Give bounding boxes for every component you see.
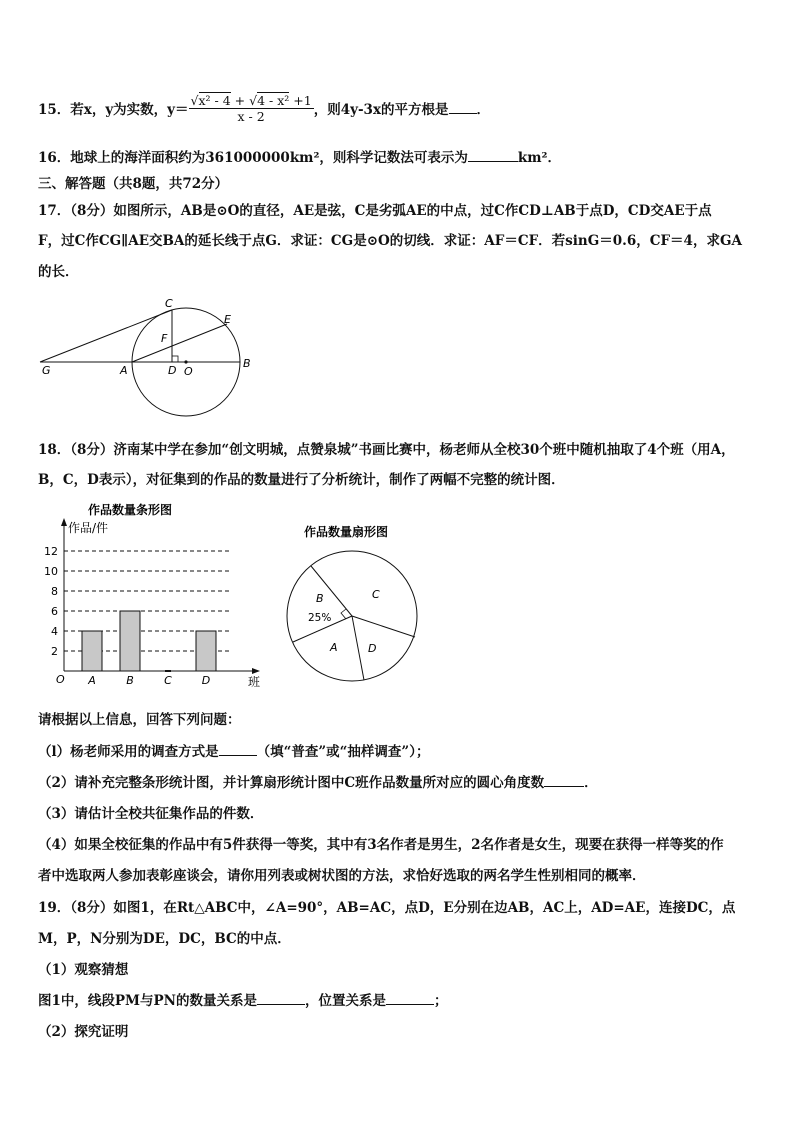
label-g: G bbox=[42, 364, 51, 377]
q18-line2: B，C，D表示），对征集到的作品的数量进行了分析统计，制作了两幅不完整的统计图． bbox=[38, 472, 565, 488]
x-category-label: C bbox=[164, 674, 172, 687]
q19-quantity-blank[interactable] bbox=[257, 992, 305, 1005]
q18-sub1 bbox=[38, 740, 429, 760]
q18-sub1-text: （l）杨老师采用的调查方式是 bbox=[38, 744, 219, 760]
bar-chart-ylabel: 作品/件 bbox=[68, 521, 109, 535]
bar-b bbox=[120, 611, 140, 671]
q15-sqrt1: x² - 4 bbox=[198, 93, 231, 108]
q16-end: km²． bbox=[517, 150, 561, 166]
q19-fig-line bbox=[38, 989, 447, 1009]
right-angle-mark bbox=[172, 356, 178, 362]
label-e: E bbox=[224, 313, 231, 326]
q15-denominator: x - 2 bbox=[237, 109, 265, 124]
label-d: D bbox=[168, 364, 177, 377]
q15-sqrt2: 4 - x² bbox=[257, 93, 290, 108]
pie-label-d: D bbox=[368, 642, 377, 655]
bar-d bbox=[196, 631, 216, 671]
pie-chart-title: 作品数量扇形图 bbox=[304, 525, 389, 539]
q15-answer-blank[interactable] bbox=[449, 101, 477, 114]
q18-line1: 18．（8分）济南某中学在参加“创文明城，点赞泉城”书画比赛中，杨老师从全校30个班中随机抽取了4个班（用A， bbox=[38, 442, 735, 458]
q19-line1: 19．（8分）如图1，在Rt△ABC中，∠A=90°，AB=AC，点D，E分别在边AB，AC上，AD=AE，连接DC，点 bbox=[38, 900, 736, 916]
x-category-label: B bbox=[126, 674, 134, 687]
q18-sub2-text: （2）请补充完整条形统计图，并计算扇形统计图中C班作品数量所对应的圆心角度数 bbox=[38, 775, 545, 791]
q15-line bbox=[38, 95, 490, 126]
q15-suffix: ，则4y-3x的平方根是 bbox=[313, 102, 449, 118]
q15-fraction bbox=[189, 93, 314, 124]
q19-fig-mid: ，位置关系是 bbox=[304, 993, 386, 1009]
x-axis-arrow-icon bbox=[252, 668, 260, 674]
line-ae bbox=[132, 324, 227, 362]
y-tick-label: 12 bbox=[44, 545, 58, 558]
pie-chart bbox=[280, 520, 440, 690]
bar-chart-title: 作品数量条形图 bbox=[88, 503, 173, 517]
q15-prefix: 15．若x，y为实数，y＝ bbox=[38, 102, 189, 118]
q16-answer-blank[interactable] bbox=[468, 149, 518, 162]
label-a: A bbox=[120, 364, 128, 377]
q18-sub1-blank[interactable] bbox=[219, 743, 257, 756]
pie-label-b-percent: 25% bbox=[308, 612, 332, 624]
q19-sub1: （1）观察猜想 bbox=[38, 962, 129, 978]
q18-sub2-tail: ． bbox=[584, 775, 598, 791]
q15-plus: + bbox=[234, 93, 246, 108]
q18-sub4-line2: 者中选取两人参加表彰座谈会，请你用列表或树状图的方法，求恰好选取的两名学生性别相同的概率． bbox=[38, 868, 646, 884]
pie-label-b: B bbox=[316, 592, 324, 605]
pie-label-c: C bbox=[372, 588, 380, 601]
bar-chart bbox=[34, 496, 274, 696]
q15-tail: +1 bbox=[293, 93, 312, 108]
section-heading: 三、解答题（共8题，共72分） bbox=[38, 176, 229, 192]
sqrt-icon: √ bbox=[190, 93, 199, 108]
center-point bbox=[184, 360, 187, 363]
q19-position-blank[interactable] bbox=[386, 992, 434, 1005]
x-category-label: A bbox=[88, 674, 96, 687]
q15-end: ． bbox=[476, 102, 491, 118]
y-tick-label: 10 bbox=[44, 565, 58, 578]
y-axis-arrow-icon bbox=[61, 518, 67, 526]
q18-sub1-tail: （填“普查”或“抽样调查”）； bbox=[256, 744, 430, 760]
sqrt-icon: √ bbox=[249, 93, 258, 108]
pie-label-a: A bbox=[330, 641, 338, 654]
q19-fig-end: ； bbox=[433, 993, 448, 1009]
q18-sub4-line1: （4）如果全校征集的作品中有5件获得一等奖，其中有3名作者是男生，2名作者是女生，现要在获得一样等奖的作 bbox=[38, 837, 724, 853]
q19-line2: M，P，N分别为DE，DC，BC的中点． bbox=[38, 931, 291, 947]
label-c: C bbox=[165, 297, 173, 310]
y-tick-label: 6 bbox=[51, 605, 58, 618]
q17-geometry-figure bbox=[34, 294, 274, 424]
x-category-label: D bbox=[201, 674, 211, 687]
q16-line bbox=[38, 146, 561, 166]
q19-sub2: （2）探究证明 bbox=[38, 1024, 129, 1040]
q18-sub3: （3）请估计全校共征集作品的件数． bbox=[38, 806, 264, 822]
q18-prompt: 请根据以上信息，回答下列问题： bbox=[38, 712, 241, 728]
bar-chart-origin: O bbox=[56, 673, 65, 686]
q18-sub2 bbox=[38, 771, 598, 791]
q17-line1: 17．（8分）如图所示，AB是⊙O的直径，AE是弦，C是劣弧AE的中点，过C作CD⊥AB于点D，CD交AE于点 bbox=[38, 203, 712, 219]
bar-a bbox=[82, 631, 102, 671]
q17-line2: F，过C作CG∥AE交BA的延长线于点G．求证：CG是⊙O的切线．求证：AF＝CF．若sinG＝0.6，CF＝4，求GA bbox=[38, 233, 742, 249]
label-o: O bbox=[184, 365, 193, 378]
y-tick-label: 8 bbox=[51, 585, 58, 598]
y-tick-label: 2 bbox=[51, 645, 58, 658]
y-tick-label: 4 bbox=[51, 625, 58, 638]
bar-chart-xlabel: 班 bbox=[248, 675, 261, 689]
label-f: F bbox=[161, 332, 168, 345]
q17-line3: 的长． bbox=[38, 264, 79, 280]
q18-sub2-blank[interactable] bbox=[544, 774, 584, 787]
label-b: B bbox=[243, 357, 251, 370]
q19-fig-text: 图1中，线段PM与PN的数量关系是 bbox=[38, 993, 257, 1009]
q16-text: 16．地球上的海洋面积约为361000000km²，则科学记数法可表示为 bbox=[38, 150, 468, 166]
